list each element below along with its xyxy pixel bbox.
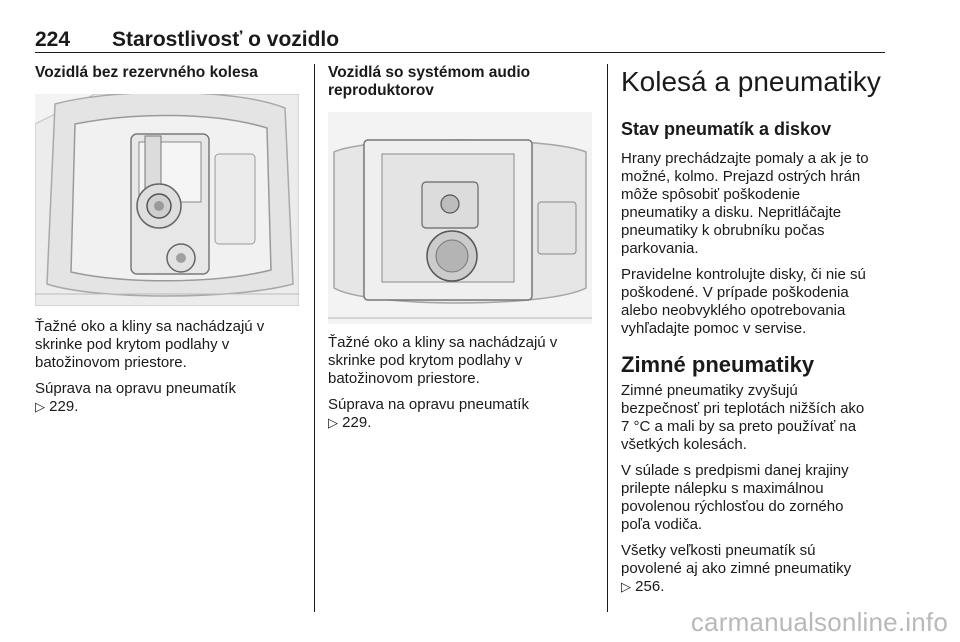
arrow-right-icon: ▷ (35, 399, 45, 414)
paragraph-text: Súprava na opravu pneumatík (35, 380, 236, 397)
paragraph-text: Súprava na opravu pneumatík (328, 396, 529, 413)
column-wheels-tyres (621, 64, 889, 604)
paragraph: Pravidelne kontrolujte disky, či nie sú poškodené. V prípade poškodenia alebo neobvyklého opotrebovania vyhľadajte pomoc v servise. (621, 266, 866, 337)
paragraph: Ťažné oko a kliny sa nachádzajú v skrinke pod krytom podlahy v batožinovom priestore. (328, 334, 558, 387)
page-header (35, 28, 885, 53)
page-reference-link[interactable]: 256. (635, 578, 665, 595)
watermark: carmanualsonline.info (690, 607, 948, 637)
paragraph (621, 542, 889, 596)
arrow-right-icon: ▷ (328, 415, 338, 430)
paragraph-text: Všetky veľkosti pneumatík sú povolené aj ako zimné pneumatiky (621, 542, 852, 577)
section-heading: Vozidlá bez rezervného kolesa (35, 64, 258, 81)
paragraph (328, 396, 598, 432)
column-divider (314, 64, 315, 612)
page-reference-link[interactable]: 229. (49, 398, 79, 415)
arrow-right-icon: ▷ (621, 579, 631, 594)
paragraph (35, 380, 303, 416)
paragraph: Zimné pneumatiky zvyšujú bezpečnosť pri teplotách nižších ako 7 °C a mali by sa preto používať na všetkých kolesách. (621, 382, 865, 453)
page-reference-link[interactable]: 229. (342, 414, 372, 431)
paragraph: V súlade s predpismi danej krajiny prilepte nálepku s maximálnou povolenou rýchlosťou do zorného poľa vodiča. (621, 462, 849, 533)
paragraph: Ťažné oko a kliny sa nachádzajú v skrinke pod krytom podlahy v batožinovom priestore. (35, 318, 265, 371)
subsection-heading: Zimné pneumatiky (621, 352, 815, 377)
column-audio-system (328, 64, 598, 440)
section-heading: Vozidlá so systémom audio reproduktorov (328, 64, 531, 99)
column-no-spare-wheel (35, 64, 303, 424)
chapter-heading: Kolesá a pneumatiky (621, 66, 881, 97)
page-number: 224 (35, 28, 71, 51)
subsection-heading: Stav pneumatík a diskov (621, 119, 832, 139)
trunk-storage-figure (35, 94, 299, 306)
chapter-title: Starostlivosť o vozidlo (112, 28, 340, 51)
column-divider (607, 64, 608, 612)
trunk-speaker-figure (328, 112, 592, 324)
paragraph: Hrany prechádzajte pomaly a ak je to možné, kolmo. Prejazd ostrých hrán môže spôsobiť poškodenie pneumatiky a disku. Nepritláčajte pneumatiky k obrubníku počas parkovania. (621, 150, 869, 257)
